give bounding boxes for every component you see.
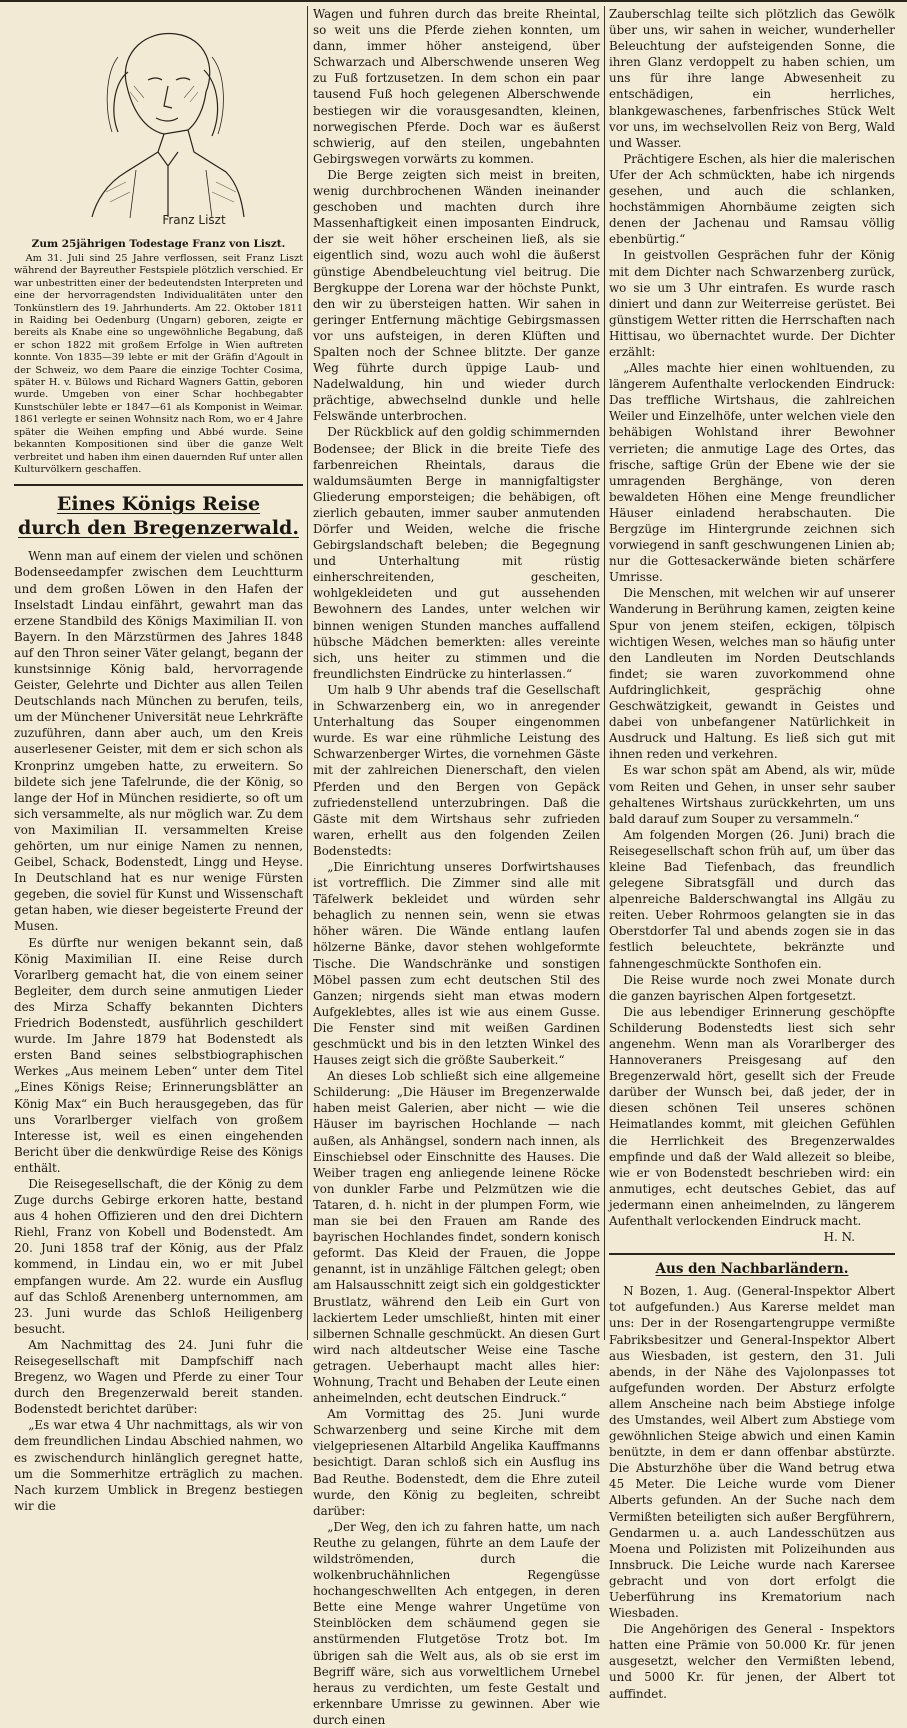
article-paragraph: Wenn man auf einem der vielen und schönen Bodenseedampfer zwischen dem Leuchtturm und dem großen Löwen in den Hafen der Inselstadt Lindau einfährt, gewahrt man das erzene Standbild des Königs Maximilian II. von Bayern. In den Märzstürmen des Jahres 1848 auf den Thron seiner Väter gelangt, begann der kunstsinnige König bald, hervorragende Geister, Gelehrte und Dichter aus allen Teilen Deutschlands nach München zu berufen, teils, um der Münchener Universität neue Lehrkräfte zuzuführen, dann aber auch, um den Kreis auserlesener Geister, mit dem er sich schon als Kronprinz umgeben hatte, zu erweitern. So bildete sich jene Tafelrunde, die der König, so lange der Hof in München residierte, so oft um sich versammelte, als nur möglich war. Zu dem von Maximilian II. versammelten Kreise gehörten, um nur einige Namen zu nennen, Geibel, Schack, Bodenstedt, Lingg und Heyse. In Deutschland hat es nur wenige Fürsten gegeben, die soviel für Kunst und Wissenschaft getan haben, wie dieser begeisterte Freund der Musen.: [14, 549, 303, 934]
article-paragraph: An dieses Lob schließt sich eine allgemeine Schilderung: „Die Häuser im Bregenzerwalde haben meist Galerien, aber nicht — wie die Häuser im bayrischen Hochlande — nach außen, als Anhängsel, sondern nach innen, als Einschiebsel oder Einschnitte des Hauses. Die Weiber tragen eng anliegende leinene Röcke von dunkler Farbe und Pelzmützen wie die Tataren, d. h. nicht in der plumpen Form, wie man sie bei den Frauen am Rande des bayrischen Hochlandes findet, sondern konisch geformt. Das Kleid der Frauen, die Joppe genannt, ist in unzählige Fältchen gelegt; oben am Halsausschnitt zeigt sich ein goldgestickter Brustlatz, während den Leib ein Gurt von lackiertem Leder umschließt, hinten mit einer silbernen Schnalle geschmückt. An diesen Gurt wird nach altdeutscher Weise eine Tasche getragen. Ueberhaupt macht alles hier: Wohnung, Tracht und Behaben der Leute einen anheimelnden, echt deutschen Eindruck.“: [313, 1069, 600, 1406]
article-paragraph: „Alles machte hier einen wohltuenden, zu längerem Aufenthalte verlockenden Eindruck: Das treffliche Wirtshaus, die zahlreichen Weiler und Einzelhöfe, unter welchen viele den behäbigen Wohlstand ihrer Bewohner verrieten; die anmutige Lage des Ortes, das frische, saftige Grün der Ebene wie der sie umragenden Berghänge, von deren bewaldeten Höhen eine Menge freundlicher Häuser einladend herabschauten. Die Bergzüge im Hintergrunde zeichnen sich vorwiegend in sanft geschwungenen Linien ab; nur die Gottesackerwände bieten schärfere Umrisse.: [609, 361, 895, 585]
article-title-line2: durch den Bregenzerwald.: [18, 517, 299, 540]
article-paragraph: Es dürfte nur wenigen bekannt sein, daß König Maximilian II. eine Reise durch Vorarlberg gemacht hat, die von einem seiner Begleiter, dem durch seine anmutigen Lieder des Mirza Schaffy bekannten Dichters Friedrich Bodenstedt, ausführlich geschildert wurde. Im Jahre 1879 hat Bodenstedt als ersten Band seines selbstbiographischen Werkes „Aus meinem Leben“ unter dem Titel „Eines Königs Reise; Erinnerungsblätter an König Max“ ein Buch herausgegeben, das für uns Vorarlberger vielfach von großem Interesse ist, weil es einen eingehenden Bericht über die denkwürdige Reise des Königs enthält.: [14, 935, 303, 1175]
portrait-caption: Franz Liszt: [161, 213, 226, 227]
article-paragraph: „Der Weg, den ich zu fahren hatte, um nach Reuthe zu gelangen, führte an dem Laufe der wildströmenden, durch die wolkenbruchähnlichen Regengüsse hochangeschwellten Ach entgegen, in deren Bette eine Menge wahrer Ungetüme von Steinblöcken dem schäumend gegen sie anstürmenden Flutgetöse Trotz bot. Im übrigen sah die Welt aus, als ob sie erst im Begriff wäre, sich aus vorweltlichem Urnebel heraus zu verdichten, um feste Gestalt und erkennbare Umrisse zu gewinnen. Aber wie durch einen: [313, 1519, 600, 1727]
liszt-notice-text: Am 31. Juli sind 25 Jahre verflossen, seit Franz Liszt während der Bayreuther Festspiele plötzlich verschied. Er war unbestritten einer der bedeutendsten Interpreten und eine der hervorragendsten Individualitäten unter den Tonkünstlern des 19. Jahrhunderts. Am 22. Oktober 1811 in Raiding bei Oedenburg (Ungarn) geboren, zeigte er bereits als Knabe eine so ungewöhnliche Begabung, daß er schon 1822 mit großem Erfolge in Wien auftreten konnte. Von 1835—39 lebte er mit der Gräfin d'Agoult in der Schweiz, wo dem Paare die einzige Tochter Cosima, später H. v. Bülows und Richard Wagners Gattin, geboren wurde. Umgeben von einer Schar hochbegabter Kunstschüler lebte er 1847—61 als Komponist in Weimar. 1861 verlegte er seinen Wohnsitz nach Rom, wo er 4 Jahre später die Weihen empfing und Abbé wurde. Seine bekannten Kompositionen sind über die ganze Welt verbreitet und haben ihm einen dauernden Ruf unter allen Kulturvölkern geschaffen.: [14, 253, 303, 475]
article-paragraph: Wagen und fuhren durch das breite Rheintal, so weit uns die Pferde ziehen konnten, um dann, immer höher ansteigend, über Schwarzach und Alberschwende unseren Weg zu Fuß fortzusetzen. In dem schon ein paar tausend Fuß hoch gelegenen Alberschwende bestiegen wir die vorausgesandten, kleinen, norwegischen Pferde. Doch war es äußerst schwierig, auf den steilen, ungebahnten Gebirgswegen vorwärts zu kommen.: [313, 7, 600, 166]
column-2: [313, 6, 600, 1727]
article-paragraph: Es war schon spät am Abend, als wir, müde vom Reiten und Gehen, in unser sehr sauber gehaltenes Wirtshaus zurückkehrten, um uns bald darauf zum Souper zu versammeln.“: [609, 763, 895, 826]
column-1: [14, 6, 303, 1513]
section-heading: Aus den Nachbarländern.: [655, 1261, 849, 1278]
article-title-line1: Eines Königs Reise: [56, 493, 261, 516]
column-rule: [307, 6, 308, 1340]
article-paragraph: Die Menschen, mit welchen wir auf unserer Wanderung in Berührung kamen, zeigten keine Spur von jenem steifen, eckigen, tölpisch wichtigen Wesen, welches man so häufig unter den Landleuten im Norden Deutschlands findet; sie waren zuvorkommend ohne Aufdringlichkeit, gesprächig ohne Geschwätzigkeit, gewandt in Geistes und dabei von unbefangener Natürlichkeit in Ausdruck und Haltung. Es ließ sich gut mit ihnen reden und verkehren.: [609, 586, 895, 762]
article-paragraph: Die Reise wurde noch zwei Monate durch die ganzen bayrischen Alpen fortgesetzt.: [609, 972, 895, 1003]
liszt-notice-title: Zum 25jährigen Todestage Franz von Liszt.: [31, 238, 286, 250]
article-paragraph: Der Rückblick auf den goldig schimmernden Bodensee; der Blick in die breite Tiefe des farbenreichen Rheintals, daraus die waldumsäumten Berge in mannigfaltigster Gliederung emporsteigen; die behäbigen, oft zierlich gebauten, immer sauber anmutenden Dörfer und Weiden, welche die frische Gebirgslandschaft beleben; die Begegnung und Unterhaltung mit rüstig einherschreitenden, gescheiten, wohlgekleideten und gut aussehenden Bewohnern des Landes, unter welchen wir binnen wenigen Stunden manches auffallend hübsche Mädchen bemerkten: alles vereinte sich, uns heiter zu stimmen und die freundlichsten Eindrücke zu hinterlassen.“: [313, 425, 600, 681]
liszt-portrait: [66, 12, 252, 232]
column-3: [609, 6, 895, 1701]
article-paragraph: Am Vormittag des 25. Juni wurde Schwarzenberg und seine Kirche mit dem vielgepriesenen Altarbild Angelika Kauffmanns besichtigt. Daran schloß sich ein Ausflug ins Bad Reuthe. Bodenstedt, dem die Ehre zuteil wurde, den König zu begleiten, schreibt darüber:: [313, 1407, 600, 1518]
article-paragraph: Um halb 9 Uhr abends traf die Gesellschaft in Schwarzenberg ein, wo in anregender Unterhaltung das Souper eingenommen wurde. Es war eine rühmliche Leistung des Schwarzenberger Wirtes, die vornehmen Gäste mit der zahlreichen Dienerschaft, den vielen Pferden und den Bergen von Gepäck zufriedenstellend unterzubringen. Daß die Gäste mit dem Wirtshaus sehr zufrieden waren, erhellt aus den folgenden Zeilen Bodenstedts:: [313, 682, 600, 858]
article-signature: H. N.: [823, 1230, 855, 1245]
article-separator: [14, 484, 303, 486]
section-separator: [609, 1253, 895, 1255]
article-paragraph: „Es war etwa 4 Uhr nachmittags, als wir von dem freundlichen Lindau Abschied nahmen, wo es zwischendurch hinlänglich geregnet hatte, um die Sommerhitze erträglich zu machen. Nach kurzem Umblick in Bregenz bestiegen wir die: [14, 1418, 303, 1513]
article-paragraph: „Die Einrichtung unseres Dorfwirtshauses ist vortrefflich. Die Zimmer sind alle mit Täfelwerk bekleidet und würden sehr behaglich zu nennen sein, wenn sie etwas höher wären. Die Wände entlang laufen hölzerne Bänke, davor stehen wohlgeformte Tische. Die Wandschränke und sonstigen Möbel passen zum echt deutschen Stil des Ganzen; nirgends sieht man etwas modern Aufgeklebtes, alles ist wie aus einem Gusse. Die Fenster sind mit weißen Gardinen geschmückt und bis in den letzten Winkel des Hauses zeigt sich die größte Sauberkeit.“: [313, 859, 600, 1068]
article-paragraph: Die Reisegesellschaft, die der König zu dem Zuge durchs Gebirge erkoren hatte, bestand aus 4 hohen Offizieren und den drei Dichtern Riehl, Franz von Kobell und Bodenstedt. Am 20. Juni 1858 traf der König, aus der Pfalz kommend, in Lindau ein, wo er mit Jubel empfangen wurde. Am 22. wurde ein Ausflug auf das Schloß Arenenberg unternommen, am 23. Juni wurde das Schloß Heiligenberg besucht.: [14, 1176, 303, 1336]
article-paragraph: Prächtigere Eschen, als hier die malerischen Ufer der Ach schmückten, habe ich nirgends gesehen, und auch die schlanken, hochstämmigen Ahornbäume zeigten sich denen der Jachenau und Ramsau völlig ebenbürtig.“: [609, 151, 895, 247]
article-paragraph: Am folgenden Morgen (26. Juni) brach die Reisegesellschaft schon früh auf, um über das kleine Bad Tiefenbach, das freundlich gelegene Sibratsgfäll und durch das alpenreiche Balderschwangtal ins Allgäu zu reiten. Ueber Rohrmoos gelangten sie in das Oberstdorfer Tal und abends zogen sie in das festlich beleuchtete, bekränzte und fahnengeschmückte Sonthofen ein.: [609, 827, 895, 971]
news-paragraph: Die Angehörigen des General - Inspektors hatten eine Prämie von 50.000 Kr. für jenen ausgesetzt, welcher den Vermißten lebend, und 5000 Kr. für jenen, der Albert tot auffindet.: [609, 1622, 895, 1701]
article-paragraph: Die Berge zeigten sich meist in breiten, wenig durchbrochenen Wänden ineinander geschoben und machten durch ihre Massenhaftigkeit einen imposanten Eindruck, der sie weit höher erscheinen ließ, als sie eigentlich sind, wozu auch wohl die äußerst günstige Abendbeleuchtung viel beitrug. Die Bergkuppe der Lorena war der höchste Punkt, den wir zu übersteigen hatten. Wir sahen in geringer Entfernung mächtige Gebirgsmassen vor uns aufsteigen, in deren Klüften und Spalten noch der Schnee blitzte. Der ganze Weg führte durch üppige Laub- und Nadelwaldung, hin und wieder durch prächtige, abwechselnd dunkle und helle Felswände unterbrochen.: [313, 167, 600, 424]
news-paragraph: N Bozen, 1. Aug. (General-Inspektor Albert tot aufgefunden.) Aus Karerse meldet man uns: Der in der Rosengartengruppe vermißte Fabriksbesitzer und General-Inspektor Albert aus Wiesbaden, ist gestern, den 31. Juli abends, in der Nähe des Vajolonpasses tot aufgefunden worden. Der Absturz erfolgte allem Anscheine nach beim Abstiege infolge des Umstandes, weil Albert zum Abstiege vom gewöhnlichen Steige abwich und einen Kamin benützte, in dem er dann offenbar abstürzte. Die Absturzhöhe über die Wand betrug etwa 45 Meter. Die Leiche wurde vom Diener Alberts gefunden. An der Suche nach dem Vermißten beteiligten sich außer Bergführern, Gendarmen u. a. auch Landesschützen aus Moena und Polizisten mit Polizeihunden aus Innsbruck. Die Leiche wurde nach Karersee gebracht und von dort erfolgt die Ueberführung ins Krematorium nach Wiesbaden.: [609, 1284, 895, 1621]
article-paragraph: Zauberschlag teilte sich plötzlich das Gewölk über uns, wir sahen in weicher, wunderheller Beleuchtung der aufsteigenden Sonne, die ihren Glanz verdoppelt zu haben schien, um uns für ihre lange Abwesenheit zu entschädigen, ein herrliches, blankgewaschenes, farbenfrisches Stück Welt vor uns, im wechselvollen Reiz von Berg, Wald und Wasser.: [609, 7, 895, 150]
article-paragraph: Am Nachmittag des 24. Juni fuhr die Reisegesellschaft mit Dampfschiff nach Bregenz, wo Wagen und Pferde zu einer Tour durch den Bregenzerwald bereit standen. Bodenstedt berichtet darüber:: [14, 1337, 303, 1417]
article-paragraph: In geistvollen Gesprächen fuhr der König mit dem Dichter nach Schwarzenberg zurück, wo sie um 3 Uhr eintrafen. Es wurde rasch diniert und dann zur Weiterreise gerüstet. Bei günstigem Wetter ritten die Herrschaften nach Hittisau, wo übernachtet wurde. Der Dichter erzählt:: [609, 248, 895, 359]
column-rule: [604, 6, 605, 1340]
article-paragraph: Die aus lebendiger Erinnerung geschöpfte Schilderung Bodenstedts liest sich sehr angenehm. Wenn man als Vorarlberger des Hannoveraners Preisgesang auf den Bregenzerwald hört, gesellt sich der Freude darüber der Wunsch bei, daß jeder, der in diesen schönen Teil unseres schönen Heimatlandes kommt, mit gleichen Gefühlen die Herrlichkeit des Bregenzerwaldes empfinde und daß der Wald allezeit so bleibe, wie er von Bodenstedt beschrieben wird: ein anmutiges, echt deutsches Gebiet, das auf jedermann einen anheimelnden, zu längerem Aufenthalt verlockenden Eindruck macht.: [609, 1004, 895, 1229]
